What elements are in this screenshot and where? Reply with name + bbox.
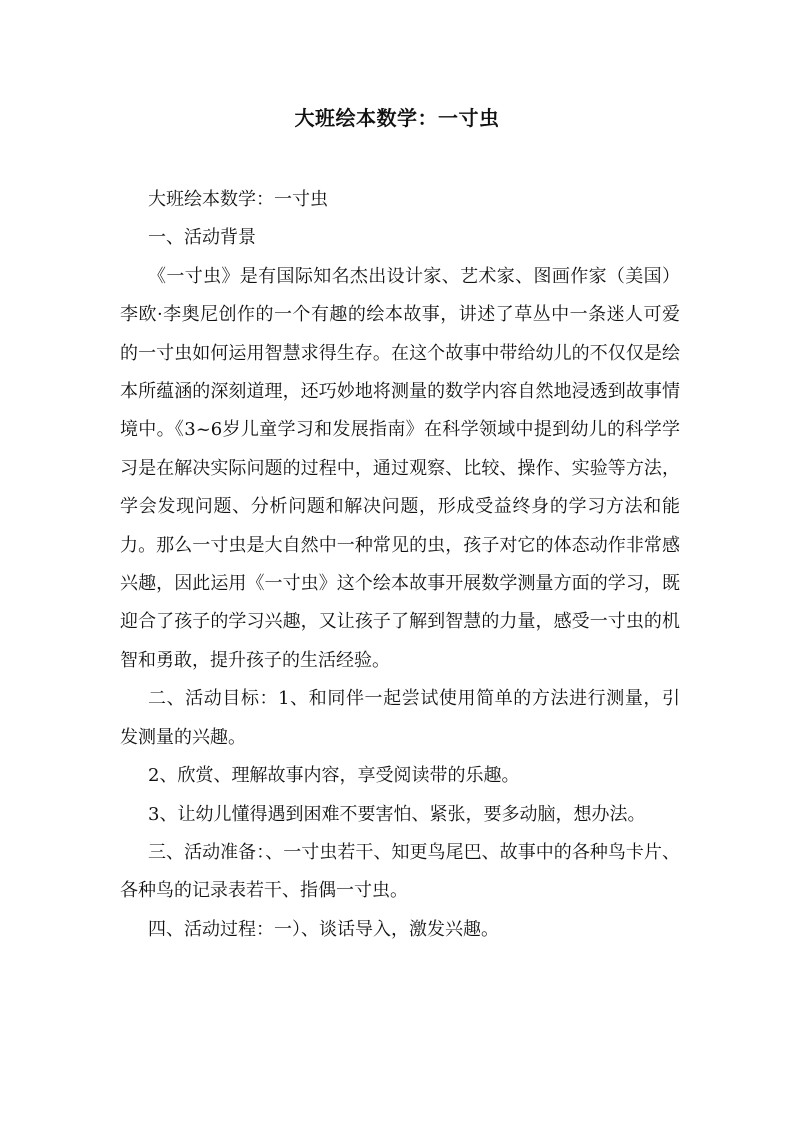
goal-paragraph-2: 2、欣赏、理解故事内容，享受阅读带的乐趣。 xyxy=(148,765,520,787)
background-paragraph: 《一寸虫》是有国际知名杰出设计家、艺术家、图画作家（美国）李欧·李奥尼创作的一个有趣的绘本故事，讲述了草丛中一条迷人可爱的一寸虫如何运用智慧求得生存。在这个故事中带给幼儿的不仅仅是绘本所蕴涵的深刻道理，还巧妙地将测量的数学内容自然地浸透到故事情境中。《3~6岁儿童学习和发展指南》在科学领域中提到幼儿的科学学习是在解决实际问题的过程中，通过观察、比较、操作、实验等方法，学会发现问题、分析问题和解决问题，形成受益终身的学习方法和能力。那么一寸虫是大自然中一种常见的虫，孩子对它的体态动作非常感兴趣，因此运用《一寸虫》这个绘本故事开展数学测量方面的学习，既迎合了孩子的学习兴趣，又让孩子了解到智慧的力量，感受一寸虫的机智和勇敢，提升孩子的生活经验。 xyxy=(120,265,680,671)
process-paragraph: 四、活动过程：一）、谈话导入，激发兴趣。 xyxy=(148,918,499,940)
subtitle-paragraph: 大班绘本数学：一寸虫 xyxy=(148,189,328,210)
document-title: 大班绘本数学：一寸虫 xyxy=(294,106,500,130)
preparation-paragraph: 三、活动准备：、一寸虫若干、知更鸟尾巴、故事中的各种鸟卡片、各种鸟的记录表若干、指偶一寸虫。 xyxy=(120,841,680,902)
section-heading-background: 一、活动背景 xyxy=(148,227,256,249)
document-body xyxy=(120,181,680,949)
goal-paragraph-3: 3、让幼儿懂得遇到困难不要害怕、紧张，要多动脑，想办法。 xyxy=(148,803,646,825)
goal-paragraph-1: 二、活动目标：1、和同伴一起尝试使用简单的方法进行测量，引发测量的兴趣。 xyxy=(120,688,680,748)
